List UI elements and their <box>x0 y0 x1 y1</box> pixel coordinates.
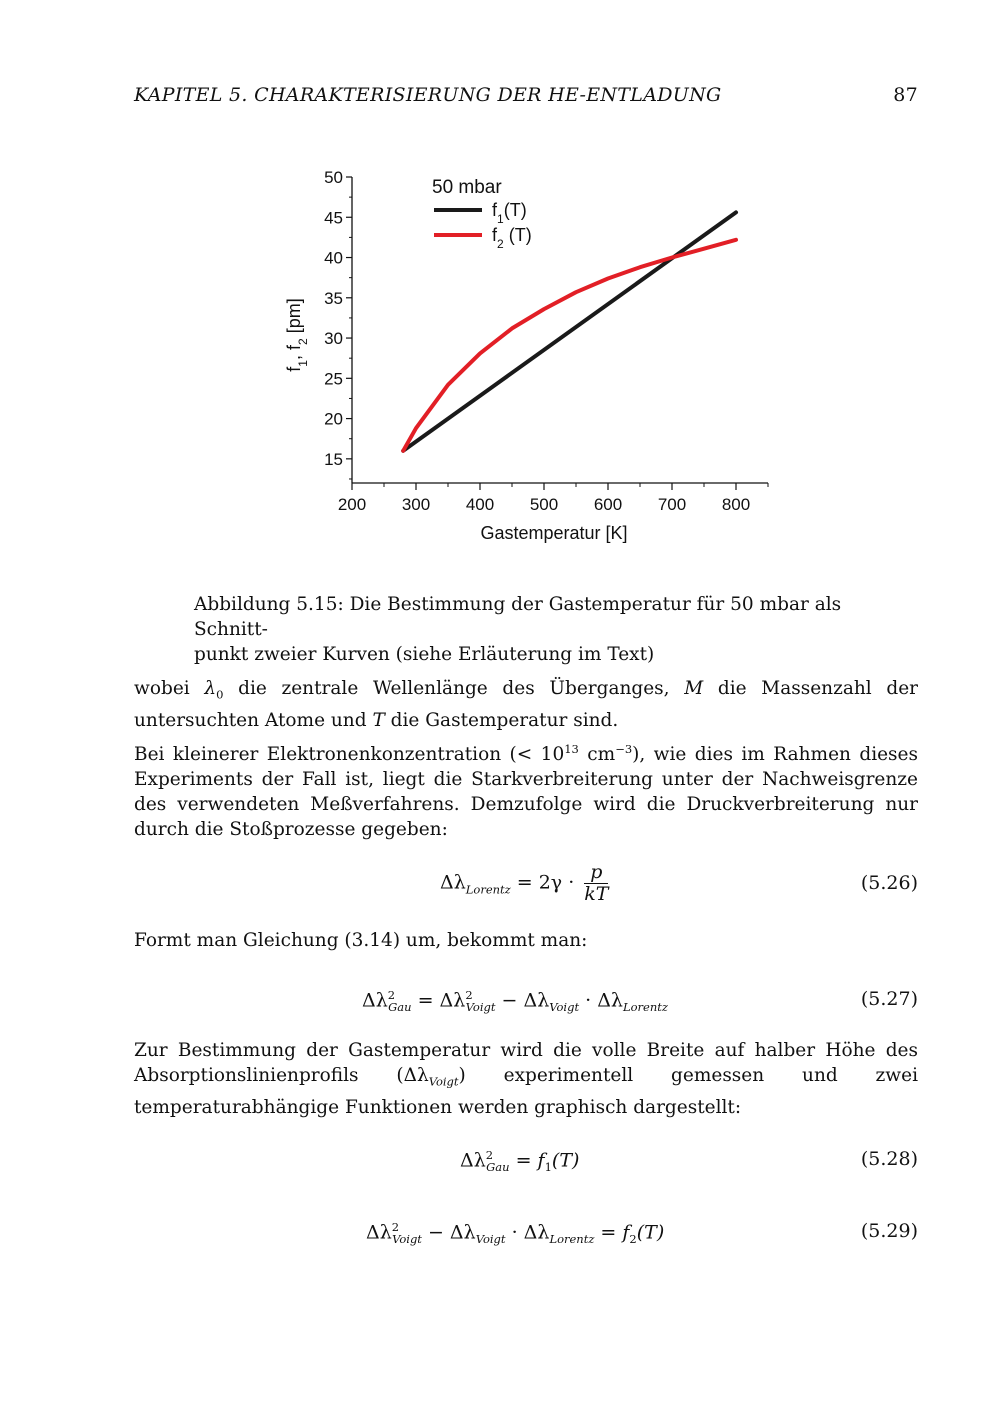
paragraph-3: Formt man Gleichung (3.14) um, bekommt man: <box>134 930 588 951</box>
caption-line-1: Abbildung 5.15: Die Bestimmung der Gastemperatur für 50 mbar als Schnitt- <box>194 594 842 640</box>
legend-title: 50 mbar <box>432 177 502 198</box>
equation-5-29: $\Delta\lambda^2_{Voigt} - \Delta\lambda_{Voigt} \cdot \Delta\lambda_{Lorentz} = f_2(T)$ (5.29) <box>366 1220 918 1247</box>
figure-chart <box>270 150 780 550</box>
paragraph-4: Zur Bestimmung der Gastemperatur wird die volle Breite auf halber Höhe des Absorptionslinienprofils $(\Delta\lambda_{Voigt})$ experimentell gemessen und zwei temperaturabhängige Funktionen werden graphisch dargestellt: <box>134 1040 919 1118</box>
x-tick-label: 400 <box>465 495 495 514</box>
paragraph-2: Bei kleinerer Elektronenkonzentration (< $10^{13}$ $cm^{-3}$), wie dies im Rahmen dieses Experiments der Fall ist, liegt die Starkverbreiterung unter der Nachweisgrenze des verwendeten Meßverfahrens. Demzufolge wird die Druckverbreiterung nur durch die Stoßprozesse gegeben: <box>134 742 918 841</box>
y-tick-label: 40 <box>324 248 343 268</box>
equation-5-26: $\Delta\lambda_{Lorentz} = 2\gamma$ · $\frac{p}{kT}$ (5.26) <box>440 861 918 905</box>
x-tick-label: 700 <box>657 495 687 514</box>
legend-label-1: $f_1(T)$ <box>492 200 527 226</box>
y-tick-label: 50 <box>324 168 343 187</box>
y-tick-label: 35 <box>324 288 343 308</box>
y-tick-label: 45 <box>324 208 343 228</box>
x-tick-label: 600 <box>593 495 623 514</box>
running-head <box>134 84 918 108</box>
y-axis-title: $f_1$, $f_2$ [pm] <box>284 298 310 372</box>
y-tick-label: 30 <box>324 329 343 349</box>
equation-number: (5.28) <box>860 1148 918 1170</box>
x-tick-label: 800 <box>721 495 751 514</box>
x-tick-label: 300 <box>401 495 431 514</box>
chapter-title: KAPITEL 5. CHARAKTERISIERUNG DER HE-ENTLADUNG <box>134 84 722 106</box>
equation-number: (5.26) <box>860 872 918 894</box>
page-number: 87 <box>893 84 918 106</box>
equation-5-27: $\Delta\lambda^2_{Gau} = \Delta\lambda^2_{Voigt} - \Delta\lambda_{Voigt} \cdot \Delta\lambda_{Lorentz}$ (5.27) <box>362 988 918 1015</box>
y-tick-label: 25 <box>324 369 343 389</box>
paragraph-1: wobei $\lambda_0$ die zentrale Wellenlänge des Überganges, M die Massenzahl der untersuchten Atome und T die Gastemperatur sind. <box>134 678 918 731</box>
legend-label-2: $f_2$ (T) <box>492 225 532 251</box>
equation-number: (5.27) <box>860 988 918 1010</box>
equation-number: (5.29) <box>860 1220 918 1242</box>
caption-line-2: punkt zweier Kurven (siehe Erläuterung im Text) <box>194 644 655 665</box>
x-axis-title: Gastemperatur [K] <box>480 523 628 543</box>
series-line-1 <box>403 212 736 450</box>
x-tick-label: 200 <box>337 495 367 514</box>
series-line-2 <box>403 240 736 451</box>
x-tick-label: 500 <box>529 495 559 514</box>
y-tick-label: 20 <box>324 409 343 429</box>
figure-caption <box>194 592 864 667</box>
y-tick-label: 15 <box>324 449 343 469</box>
equation-5-28: $\Delta\lambda^2_{Gau} = f_1(T)$ (5.28) <box>460 1148 918 1175</box>
